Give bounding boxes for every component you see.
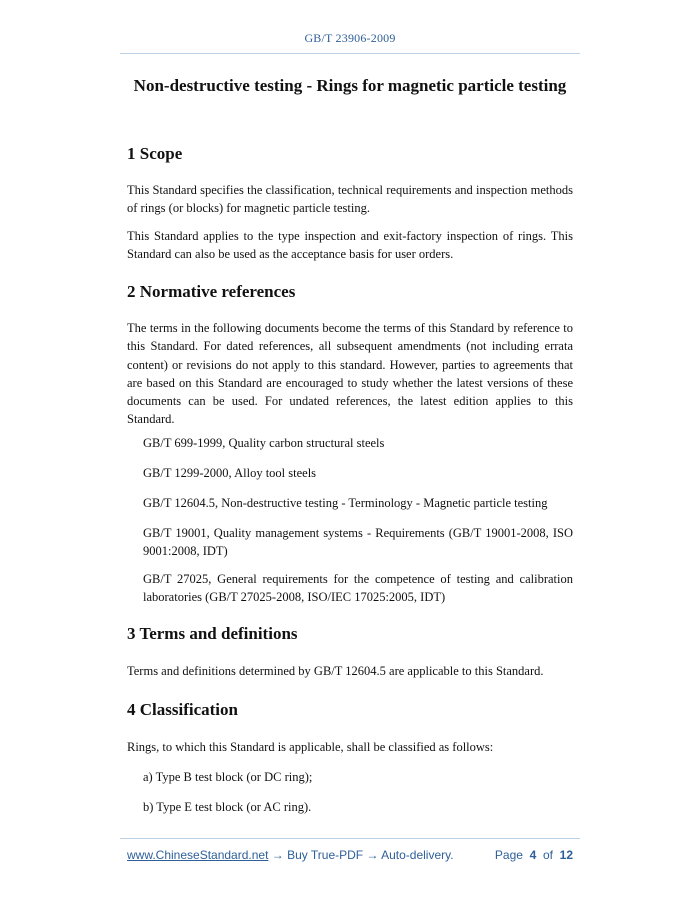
page-footer: [127, 848, 573, 864]
scope-paragraph-2: This Standard applies to the type inspection and exit-factory inspection of rings. This Standard can also be used as the acceptance basis for user orders.: [127, 229, 573, 262]
page-of-label: of: [542, 848, 553, 862]
page-indicator: [495, 848, 573, 862]
document-title: Non-destructive testing - Rings for magnetic particle testing: [133, 76, 567, 95]
reference-item: GB/T 27025, General requirements for the competence of testing and calibration laboratories (GB/T 27025-2008, ISO/IEC 17025:2005, IDT): [143, 572, 573, 605]
scope-paragraph-1: This Standard specifies the classification, technical requirements and inspection methods of rings (or blocks) for magnetic particle testing.: [127, 183, 573, 216]
section-heading-normative-references: 2 Normative references: [127, 282, 296, 301]
reference-item: GB/T 699-1999, Quality carbon structural steels: [143, 436, 385, 450]
terms-paragraph: Terms and definitions determined by GB/T 12604.5 are applicable to this Standard.: [127, 664, 544, 678]
footer-promo: [127, 848, 454, 862]
section-heading-terms: 3 Terms and definitions: [127, 624, 298, 643]
classification-item: b) Type E test block (or AC ring).: [143, 800, 312, 814]
chinesestandard-link[interactable]: www.ChineseStandard.net: [127, 848, 269, 862]
classification-intro: Rings, to which this Standard is applicable, shall be classified as follows:: [127, 740, 494, 754]
normative-references-intro: The terms in the following documents become the terms of this Standard by reference to this Standard. For dated references, all subsequent amendments (not including errata content) or revisions do not apply to this standard. However, parties to agreements that are based on this Standard are encouraged to study whether the latest versions of these documents can be used. For undated references, the latest edition applies to this Standard.: [127, 321, 573, 427]
page-label: Page: [494, 848, 523, 862]
reference-item: GB/T 1299-2000, Alloy tool steels: [143, 466, 317, 480]
footer-promo-text: → Buy True-PDF → Auto-delivery.: [268, 848, 454, 862]
footer-divider: [120, 838, 580, 839]
page-header: GB/T 23906-2009: [304, 31, 396, 45]
page-current: 4: [529, 848, 537, 862]
section-heading-classification: 4 Classification: [127, 700, 238, 719]
reference-item: GB/T 12604.5, Non-destructive testing - Terminology - Magnetic particle testing: [143, 496, 548, 510]
page-total: 12: [559, 848, 573, 862]
classification-item: a) Type B test block (or DC ring);: [143, 770, 313, 784]
reference-item: GB/T 19001, Quality management systems - Requirements (GB/T 19001-2008, ISO 9001:2008, IDT): [143, 526, 573, 559]
section-heading-scope: 1 Scope: [127, 144, 183, 163]
header-divider: [120, 53, 580, 54]
